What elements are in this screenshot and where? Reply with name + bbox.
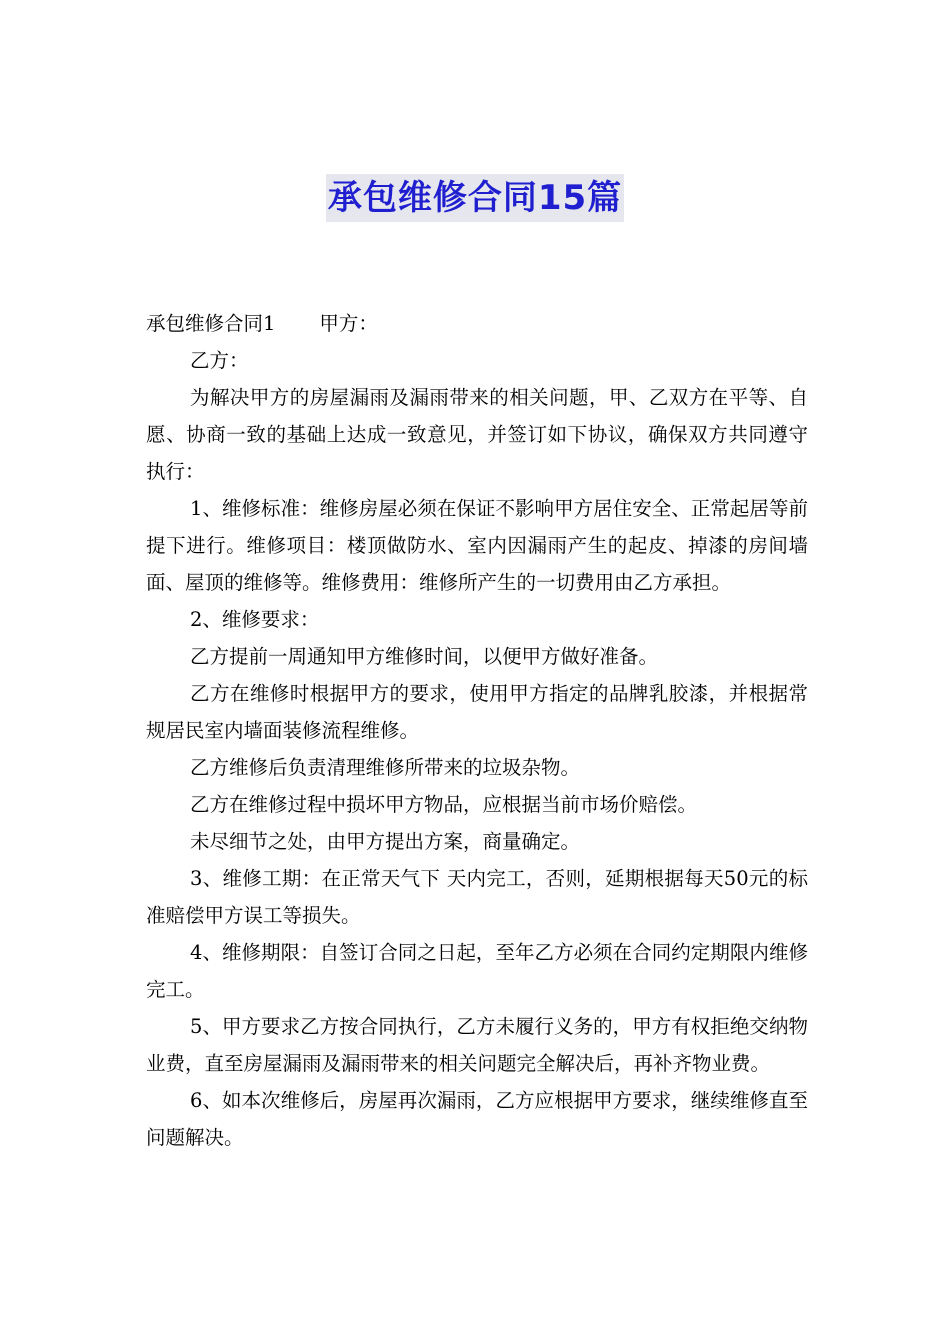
party-a-label: 甲方： xyxy=(319,312,378,335)
document-body xyxy=(146,305,808,1156)
paragraph-clause-2: 2、维修要求： xyxy=(190,608,320,631)
document-title: 承包维修合同15篇 xyxy=(326,174,624,222)
contract-number-label: 承包维修合同1 xyxy=(146,312,276,335)
paragraph-clause-6: 6、如本次维修后，房屋再次漏雨，乙方应根据甲方要求，继续维修直至问题解决。 xyxy=(146,1089,808,1149)
contract-heading-line xyxy=(146,305,808,342)
paragraph-clause-3: 3、维修工期：在正常天气下 天内完工，否则，延期根据每天50元的标准赔偿甲方误工等损失。 xyxy=(146,867,808,927)
title-container xyxy=(0,174,950,222)
paragraph-requirement-3: 乙方维修后负责清理维修所带来的垃圾杂物。 xyxy=(190,756,581,779)
paragraph-clause-1: 1、维修标准：维修房屋必须在保证不影响甲方居住安全、正常起居等前提下进行。维修项目：楼顶做防水、室内因漏雨产生的起皮、掉漆的房间墙面、屋顶的维修等。维修费用：维修所产生的一切费用由乙方承担。 xyxy=(146,497,808,594)
paragraph-requirement-4: 乙方在维修过程中损坏甲方物品，应根据当前市场价赔偿。 xyxy=(190,793,698,816)
paragraph-requirement-2: 乙方在维修时根据甲方的要求，使用甲方指定的品牌乳胶漆，并根据常规居民室内墙面装修流程维修。 xyxy=(146,682,808,742)
paragraph-requirement-1: 乙方提前一周通知甲方维修时间，以便甲方做好准备。 xyxy=(190,645,659,668)
paragraph-requirement-5: 未尽细节之处，由甲方提出方案，商量确定。 xyxy=(190,830,581,853)
party-b-label: 乙方： xyxy=(190,349,249,372)
paragraph-clause-5: 5、甲方要求乙方按合同执行，乙方未履行义务的，甲方有权拒绝交纳物业费，直至房屋漏雨及漏雨带来的相关问题完全解决后，再补齐物业费。 xyxy=(146,1015,808,1075)
paragraph-clause-4: 4、维修期限：自签订合同之日起，至年乙方必须在合同约定期限内维修完工。 xyxy=(146,941,808,1001)
paragraph-purpose: 为解决甲方的房屋漏雨及漏雨带来的相关问题，甲、乙双方在平等、自愿、协商一致的基础上达成一致意见，并签订如下协议，确保双方共同遵守执行： xyxy=(146,386,808,483)
